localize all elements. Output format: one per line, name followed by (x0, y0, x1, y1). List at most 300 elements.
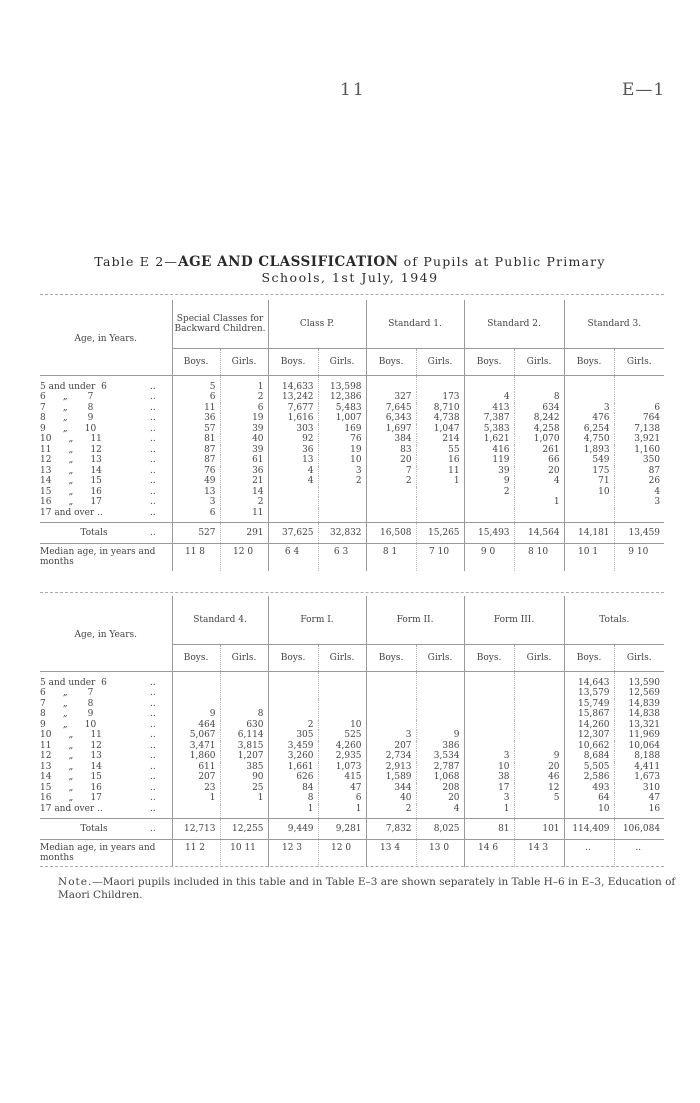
data-cell: 10 (564, 487, 614, 498)
age-label: 9 „ 10 (40, 719, 97, 730)
girls-header: Girls. (614, 644, 664, 671)
table-row (40, 375, 664, 392)
data-cell: 4 (464, 392, 514, 403)
leader-dots: .. (150, 730, 156, 741)
data-cell: 214 (416, 434, 464, 445)
data-cell (366, 671, 416, 688)
leader-dots: .. (150, 486, 156, 497)
data-cell (564, 375, 614, 392)
data-cell: 261 (514, 445, 564, 456)
data-cell (514, 671, 564, 688)
data-cell: 310 (614, 783, 664, 794)
data-cell (564, 392, 614, 403)
data-cell: 6 (220, 403, 268, 414)
leader-dots: .. (150, 497, 156, 508)
total-cell: 12,713 (172, 819, 220, 840)
data-cell: 1,073 (318, 762, 366, 773)
data-cell: 4,260 (318, 741, 366, 752)
boys-header: Boys. (564, 348, 614, 375)
data-cell: 8,242 (514, 413, 564, 424)
data-cell: 1,673 (614, 772, 664, 783)
data-cell (514, 730, 564, 741)
group-header: Class P. (268, 300, 366, 348)
data-cell: 10,662 (564, 741, 614, 752)
data-cell (416, 375, 464, 392)
data-cell (416, 497, 464, 508)
data-cell: 7,677 (268, 403, 318, 414)
data-cell: 3 (172, 497, 220, 508)
data-cell (366, 720, 416, 731)
median-cell: 13 4 (366, 840, 416, 868)
girls-header: Girls. (318, 348, 366, 375)
data-cell: 1 (220, 793, 268, 804)
data-cell: 7,138 (614, 424, 664, 435)
data-cell: 47 (614, 793, 664, 804)
table-row (40, 487, 664, 498)
leader-dots: .. (150, 819, 172, 840)
leader-dots: .. (150, 709, 156, 720)
table-row (40, 476, 664, 487)
data-cell (172, 699, 220, 710)
data-cell: 36 (220, 466, 268, 477)
leader-dots: .. (150, 751, 156, 762)
leader-dots: .. (150, 434, 156, 445)
data-cell: 1 (514, 497, 564, 508)
data-cell: 525 (318, 730, 366, 741)
data-cell: 3,815 (220, 741, 268, 752)
data-cell: 1 (318, 804, 366, 819)
data-cell (268, 671, 318, 688)
data-cell (172, 688, 220, 699)
data-cell (318, 688, 366, 699)
data-cell: 1,697 (366, 424, 416, 435)
data-cell (220, 671, 268, 688)
data-cell: 12,569 (614, 688, 664, 699)
data-cell: 3,921 (614, 434, 664, 445)
median-label: Median age, in years and months (40, 547, 156, 567)
data-cell: 13,242 (268, 392, 318, 403)
median-cell: .. (564, 840, 614, 868)
data-cell (220, 688, 268, 699)
leader-dots: .. (150, 507, 156, 518)
leader-dots: .. (150, 740, 156, 751)
age-label: 7 „ 8 (40, 402, 94, 413)
age-label: 17 and over .. (40, 803, 103, 814)
data-cell: 76 (318, 434, 366, 445)
leader-dots: .. (150, 392, 156, 403)
data-cell: 21 (220, 476, 268, 487)
age-label: 8 „ 9 (40, 709, 94, 720)
data-cell (318, 508, 366, 523)
data-cell (514, 720, 564, 731)
data-cell: 10 (564, 804, 614, 819)
data-cell: 413 (464, 403, 514, 414)
data-cell: 327 (366, 392, 416, 403)
age-label: 7 „ 8 (40, 698, 94, 709)
data-cell: 17 (464, 783, 514, 794)
data-cell: 344 (366, 783, 416, 794)
data-cell: 169 (318, 424, 366, 435)
leader-dots: .. (150, 413, 156, 424)
leader-dots: .. (150, 523, 172, 544)
data-cell (366, 375, 416, 392)
note-heading: Note. (58, 876, 93, 888)
data-cell: 76 (172, 466, 220, 477)
data-cell: 1,070 (514, 434, 564, 445)
data-cell (514, 688, 564, 699)
median-cell: 8 1 (366, 544, 416, 572)
data-cell: 39 (464, 466, 514, 477)
age-label: 10 „ 11 (40, 730, 102, 741)
table-row (40, 434, 664, 445)
data-cell: 10 (318, 720, 366, 731)
data-cell: 3 (464, 751, 514, 762)
data-cell (220, 699, 268, 710)
data-cell: 11 (172, 403, 220, 414)
data-cell: 90 (220, 772, 268, 783)
data-cell: 3,260 (268, 751, 318, 762)
leader-dots: .. (150, 772, 156, 783)
girls-header: Girls. (220, 644, 268, 671)
age-label: 8 „ 9 (40, 413, 94, 424)
data-cell: 1,621 (464, 434, 514, 445)
total-cell: 37,625 (268, 523, 318, 544)
age-label: 16 „ 17 (40, 497, 102, 508)
data-cell (318, 671, 366, 688)
leader-dots: .. (150, 698, 156, 709)
girls-header: Girls. (614, 348, 664, 375)
data-cell: 6,343 (366, 413, 416, 424)
data-cell: 7 (366, 466, 416, 477)
data-cell: 4 (416, 804, 464, 819)
leader-dots: .. (150, 688, 156, 699)
age-label: 5 and under 6 (40, 677, 107, 688)
data-cell: 2,787 (416, 762, 464, 773)
leader-dots: .. (150, 793, 156, 804)
data-cell: 1 (464, 804, 514, 819)
data-cell: 3 (318, 466, 366, 477)
data-cell: 55 (416, 445, 464, 456)
data-cell: 119 (464, 455, 514, 466)
data-cell (416, 508, 464, 523)
data-cell: 36 (268, 445, 318, 456)
data-cell: 6 (172, 392, 220, 403)
boys-header: Boys. (172, 644, 220, 671)
data-cell: 493 (564, 783, 614, 794)
data-cell: 3 (564, 403, 614, 414)
total-cell: 14,564 (514, 523, 564, 544)
data-cell: 173 (416, 392, 464, 403)
classification-table-upper (40, 300, 664, 571)
leader-dots: .. (150, 455, 156, 466)
data-cell: 14,838 (614, 709, 664, 720)
table-row (40, 497, 664, 508)
data-cell: 764 (614, 413, 664, 424)
data-cell: 1,068 (416, 772, 464, 783)
table-row (40, 709, 664, 720)
data-cell: 1,616 (268, 413, 318, 424)
table-row (40, 804, 664, 819)
age-column-header: Age, in Years. (74, 334, 137, 344)
girls-header: Girls. (318, 644, 366, 671)
top-rule (40, 294, 664, 295)
data-cell: 549 (564, 455, 614, 466)
age-label: 13 „ 14 (40, 465, 102, 476)
data-cell (614, 508, 664, 523)
data-cell: 386 (416, 741, 464, 752)
data-cell: 12 (514, 783, 564, 794)
total-cell: 291 (220, 523, 268, 544)
data-cell: 207 (366, 741, 416, 752)
data-cell: 9 (514, 751, 564, 762)
age-label: 5 and under 6 (40, 381, 107, 392)
data-cell: 634 (514, 403, 564, 414)
median-cell: 11 2 (172, 840, 220, 868)
leader-dots: .. (150, 803, 156, 814)
data-cell (268, 487, 318, 498)
girls-header: Girls. (220, 348, 268, 375)
data-cell: 16 (614, 804, 664, 819)
boys-header: Boys. (464, 644, 514, 671)
age-label: 13 „ 14 (40, 761, 102, 772)
data-cell (268, 688, 318, 699)
data-cell: 49 (172, 476, 220, 487)
median-cell: 11 8 (172, 544, 220, 572)
age-label: 11 „ 12 (40, 740, 102, 751)
data-cell: 13,598 (318, 375, 366, 392)
data-cell: 38 (464, 772, 514, 783)
age-column-header: Age, in Years. (74, 630, 137, 640)
leader-dots: .. (150, 402, 156, 413)
data-cell: 12,307 (564, 730, 614, 741)
table-body (40, 671, 664, 819)
data-cell: 11,969 (614, 730, 664, 741)
data-cell: 3 (614, 497, 664, 508)
totals-label: Totals (40, 819, 150, 840)
table-row (40, 413, 664, 424)
data-cell: 6 (172, 508, 220, 523)
total-cell: 106,084 (614, 819, 664, 840)
data-cell: 5,383 (464, 424, 514, 435)
data-cell: 305 (268, 730, 318, 741)
data-cell: 10,064 (614, 741, 664, 752)
data-cell: 2,586 (564, 772, 614, 783)
table-row (40, 392, 664, 403)
median-cell: 12 0 (318, 840, 366, 868)
data-cell: 3,534 (416, 751, 464, 762)
group-header: Form I. (268, 596, 366, 644)
data-cell: 8,188 (614, 751, 664, 762)
age-label: 9 „ 10 (40, 423, 97, 434)
data-cell: 8,710 (416, 403, 464, 414)
data-cell (464, 699, 514, 710)
data-cell: 19 (318, 445, 366, 456)
group-header: Special Classes for Backward Children. (172, 300, 268, 348)
median-cell: 9 0 (464, 544, 514, 572)
group-header: Totals. (564, 596, 664, 644)
data-cell (614, 375, 664, 392)
totals-label: Totals (40, 523, 150, 544)
age-label: 6 „ 7 (40, 392, 94, 403)
table-row (40, 403, 664, 414)
data-cell: 3 (464, 793, 514, 804)
data-cell: 415 (318, 772, 366, 783)
data-cell: 1,007 (318, 413, 366, 424)
data-cell (416, 688, 464, 699)
total-cell: 114,409 (564, 819, 614, 840)
table-row (40, 741, 664, 752)
data-cell (268, 699, 318, 710)
data-cell (416, 699, 464, 710)
data-cell: 83 (366, 445, 416, 456)
boys-header: Boys. (268, 348, 318, 375)
age-label: 17 and over .. (40, 507, 103, 518)
data-cell: 1,860 (172, 751, 220, 762)
data-cell: 8 (268, 793, 318, 804)
data-cell (268, 508, 318, 523)
data-cell: 7,645 (366, 403, 416, 414)
data-cell: 385 (220, 762, 268, 773)
total-cell: 527 (172, 523, 220, 544)
table-row (40, 455, 664, 466)
data-cell: 2,913 (366, 762, 416, 773)
title-suffix: of Pupils at Public Primary (398, 254, 606, 269)
data-cell: 2 (366, 804, 416, 819)
data-cell (514, 699, 564, 710)
median-cell: 6 3 (318, 544, 366, 572)
blank-cell (40, 644, 172, 671)
data-cell (318, 699, 366, 710)
data-cell: 25 (220, 783, 268, 794)
data-cell: 4,738 (416, 413, 464, 424)
median-cell: 7 10 (416, 544, 464, 572)
data-cell: 84 (268, 783, 318, 794)
data-cell (564, 508, 614, 523)
data-cell: 4,258 (514, 424, 564, 435)
page-number: 11 (340, 80, 366, 100)
total-cell: 15,493 (464, 523, 514, 544)
data-cell: 5,483 (318, 403, 366, 414)
data-cell (416, 487, 464, 498)
data-cell (564, 497, 614, 508)
data-cell: 9 (172, 709, 220, 720)
data-cell: 1 (172, 793, 220, 804)
table-row (40, 445, 664, 456)
boys-header: Boys. (366, 644, 416, 671)
leader-dots: .. (150, 444, 156, 455)
data-cell: 2 (220, 392, 268, 403)
group-header: Standard 4. (172, 596, 268, 644)
classification-table-lower (40, 596, 664, 867)
table-row (40, 720, 664, 731)
data-cell: 4 (268, 476, 318, 487)
data-cell: 416 (464, 445, 514, 456)
data-cell: 14,643 (564, 671, 614, 688)
data-cell (366, 487, 416, 498)
data-cell: 1,589 (366, 772, 416, 783)
age-label: 12 „ 13 (40, 455, 102, 466)
boys-header: Boys. (564, 644, 614, 671)
data-cell: 36 (172, 413, 220, 424)
data-cell: 2,935 (318, 751, 366, 762)
data-cell (268, 709, 318, 720)
data-cell: 13 (172, 487, 220, 498)
data-cell: 40 (220, 434, 268, 445)
data-cell: 20 (366, 455, 416, 466)
data-cell: 3,471 (172, 741, 220, 752)
data-cell (366, 709, 416, 720)
data-cell: 26 (614, 476, 664, 487)
data-cell: 66 (514, 455, 564, 466)
data-cell: 23 (172, 783, 220, 794)
data-cell: 5 (514, 793, 564, 804)
data-cell: 207 (172, 772, 220, 783)
median-cell: 6 4 (268, 544, 318, 572)
table-row (40, 762, 664, 773)
boys-header: Boys. (366, 348, 416, 375)
data-cell: 8 (220, 709, 268, 720)
age-label: 12 „ 13 (40, 751, 102, 762)
data-cell (416, 709, 464, 720)
age-label: 11 „ 12 (40, 444, 102, 455)
data-cell: 10 (464, 762, 514, 773)
data-cell (220, 804, 268, 819)
total-cell: 15,265 (416, 523, 464, 544)
data-cell: 4 (614, 487, 664, 498)
data-cell: 14,633 (268, 375, 318, 392)
page-reference: E—1 (622, 80, 666, 100)
data-cell: 3,459 (268, 741, 318, 752)
age-label: 14 „ 15 (40, 772, 102, 783)
girls-header: Girls. (514, 348, 564, 375)
data-cell: 81 (172, 434, 220, 445)
table-row (40, 466, 664, 477)
table-row (40, 751, 664, 762)
data-cell: 2 (220, 497, 268, 508)
leader-dots: .. (150, 476, 156, 487)
data-cell: 208 (416, 783, 464, 794)
data-cell (514, 804, 564, 819)
data-cell: 476 (564, 413, 614, 424)
group-header: Standard 1. (366, 300, 464, 348)
data-cell: 8,684 (564, 751, 614, 762)
boys-header: Boys. (172, 348, 220, 375)
data-cell: 303 (268, 424, 318, 435)
median-cell: 10 11 (220, 840, 268, 868)
data-cell (366, 688, 416, 699)
data-cell: 46 (514, 772, 564, 783)
data-cell (464, 720, 514, 731)
leader-dots: .. (150, 465, 156, 476)
data-cell (514, 741, 564, 752)
data-cell (318, 487, 366, 498)
data-cell: 9 (416, 730, 464, 741)
data-cell: 47 (318, 783, 366, 794)
median-cell: 12 3 (268, 840, 318, 868)
data-cell (614, 392, 664, 403)
data-cell: 15,867 (564, 709, 614, 720)
table-row (40, 793, 664, 804)
data-cell: 9 (464, 476, 514, 487)
age-label: 6 „ 7 (40, 688, 94, 699)
data-cell (416, 720, 464, 731)
data-cell (514, 508, 564, 523)
data-cell: 350 (614, 455, 664, 466)
data-cell: 6,254 (564, 424, 614, 435)
data-cell: 11 (220, 508, 268, 523)
data-cell: 1,893 (564, 445, 614, 456)
data-cell: 13,321 (614, 720, 664, 731)
